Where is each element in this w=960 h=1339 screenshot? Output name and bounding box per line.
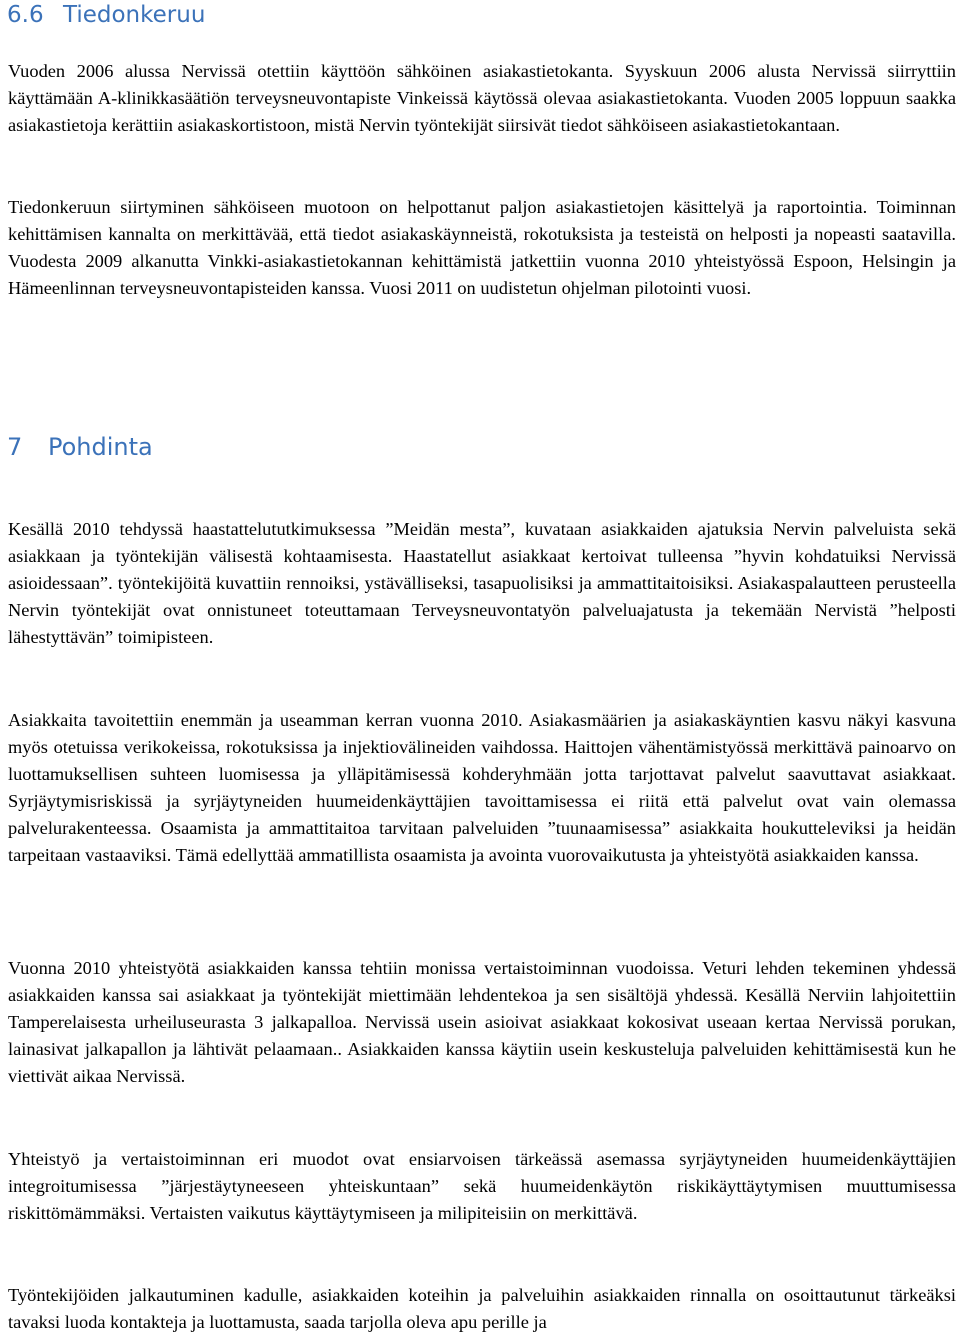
body-paragraph: Työntekijöiden jalkautuminen kadulle, asiakkaiden koteihin ja palveluihin asiakkaiden rinnalla on osoittautunut tärkeäksi tavaksi luoda kontakteja ja luottamusta, saada tarjolla oleva apu perille ja xyxy=(8,1285,956,1332)
body-paragraph: Yhteistyö ja vertaistoiminnan eri muodot ovat ensiarvoisen tärkeässä asemassa syrjäytyneiden huumeidenkäyttäjien integroitumisessa ”järjestäytyneeseen yhteiskuntaan” sekä huumeidenkäytön riskikäyttäytymisen muuttumisessa riskittömämmäksi. Vertaisten vaikutus käyttäytymiseen ja milipiteisiin on merkittävä. xyxy=(8,1149,956,1223)
body-paragraph: Kesällä 2010 tehdyssä haastattelututkimuksessa ”Meidän mesta”, kuvataan asiakkaiden ajatuksia Nervin palveluista sekä asiakkaan ja työntekijän välisestä kohtaamisesta. Haastatellut asiakkaat kertoivat tulleensa ”hyvin kohdatuiksi Nervissä asioidessaan”. työntekijöitä kuvattiin rennoiksi, ystävälliseksi, tasapuolisiksi ja ammattitaitoisiksi. Asiakaspalautteen perusteella Nervin työntekijät ovat onnistuneet toteuttamaan Terveysneuvontatyön palveluajatusta ja tekemään Nervistä ”helposti lähestyttävän” toimipisteen. xyxy=(8,519,956,647)
section-title: Pohdinta xyxy=(48,433,153,461)
body-paragraph: Asiakkaita tavoitettiin enemmän ja useamman kerran vuonna 2010. Asiakasmäärien ja asiakaskäyntien kasvu näkyi kasvuna myös otetuissa verikokeissa, rokotuksissa ja injektiovälineiden vaihdossa. Haittojen vähentämistyössä merkittävä painoarvo on luottamuksellisen suhteen luomisessa ja ylläpitämisessä kohderyhmään jotta tarjottavat palvelut saavuttavat asiakkaat. Syrjäytymisriskissä ja syrjäytyneiden huumeidenkäyttäjien tavoittamisessa ei riitä että palvelut ovat vain olemassa palvelurakenteessa. Osaamista ja ammattitaitoa tarvitaan palveluiden ”tuunaamisessa” asiakkaita houkutteleviksi ja heidän tarpeitaan vastaaviksi. Tämä edellyttää ammatillista osaamista ja avointa vuorovaikutusta ja yhteistyötä asiakkaiden kanssa. xyxy=(8,710,956,865)
section-number: 7 xyxy=(7,433,23,461)
body-paragraph: Vuoden 2006 alussa Nervissä otettiin käyttöön sähköinen asiakastietokanta. Syyskuun 2006 alusta Nervissä siirryttiin käyttämään A-klinikkasäätiön terveysneuvontapiste Vinkeissä käytössä olevaa asiakastietokanta. Vuoden 2005 loppuun saakka asiakastietoja kerättiin asiakaskortistoon, mistä Nervin työntekijät siirsivät tiedot sähköiseen asiakastietokantaan. xyxy=(8,61,956,135)
section-title: Tiedonkeruu xyxy=(63,2,206,28)
body-paragraph: Vuonna 2010 yhteistyötä asiakkaiden kanssa tehtiin monissa vertaistoiminnan vuodoissa. Veturi lehden tekeminen yhdessä asiakkaiden kanssa sai asiakkaat ja työntekijät miettimään lehdentekoa ja sen sisältöjä yhdessä. Kesällä Nerviin lahjoitettiin Tamperelaisesta urheiluseurasta 3 jalkapalloa. Nervissä usein asioivat asiakkaat kokosivat useaan kertaa Nervissä porukan, lainasivat jalkapallon ja lähtivät pelaamaan.. Asiakkaiden kanssa käytiin usein keskusteluja palveluiden kehittämisestä kun he viettivät aikaa Nervissä. xyxy=(8,958,956,1086)
section-heading-7 xyxy=(7,433,153,461)
body-paragraph: Tiedonkeruun siirtyminen sähköiseen muotoon on helpottanut paljon asiakastietojen käsittelyä ja raportointia. Toiminnan kehittämisen kannalta on merkittävää, että tiedot asiakaskäynneistä, rokotuksista ja testeistä on helposti ja nopeasti saatavilla. Vuodesta 2009 alkanutta Vinkki-asiakastietokannan kehittämistä jatkettiin vuonna 2010 yhteistyössä Espoon, Helsingin ja Hämeenlinnan terveysneuvontapisteiden kanssa. Vuosi 2011 on uudistetun ohjelman pilotointi vuosi. xyxy=(8,197,956,298)
section-number: 6.6 xyxy=(7,2,44,28)
section-heading-6-6 xyxy=(7,2,205,28)
